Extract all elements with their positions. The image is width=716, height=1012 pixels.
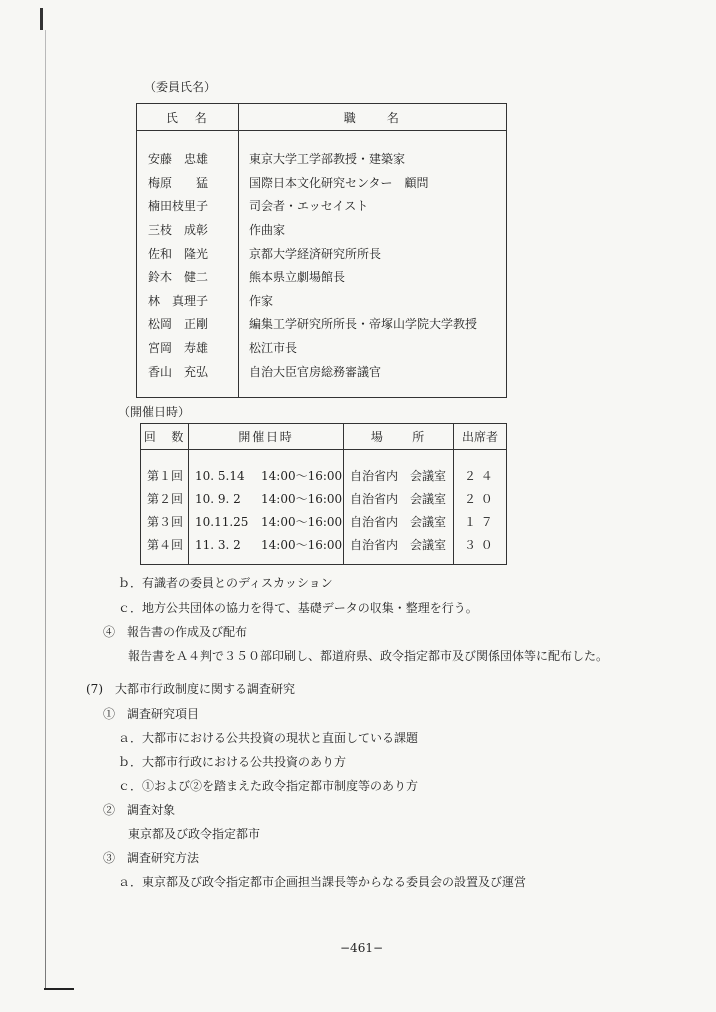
member-name: 松岡 正剛 <box>137 312 239 336</box>
schedule-time: 14:00～16:00 <box>261 492 343 506</box>
schedule-table <box>140 423 507 565</box>
item-c-designated-city-system: ｃ．①および②を踏まえた政令指定都市制度等のあり方 <box>118 779 419 793</box>
schedule-place: 自治省内 会議室 <box>344 533 454 565</box>
member-title: 東京大学工学部教授・建築家 <box>249 152 406 167</box>
member-row <box>137 131 507 171</box>
schedule-round: 第４回 <box>141 533 189 565</box>
schedule-date: 11. 3. 2 <box>195 538 241 552</box>
item-4-report-heading: ④ 報告書の作成及び配布 <box>103 625 248 639</box>
member-title: 国際日本文化研究センター 顧問 <box>249 175 429 190</box>
member-title: 自治大臣官房総務審議官 <box>249 364 382 379</box>
member-row <box>137 336 507 360</box>
schedule-date: 10.11.25 <box>195 515 249 529</box>
members-table <box>136 103 507 398</box>
page-edge-mark-top <box>40 8 43 30</box>
schedule-row <box>141 533 507 565</box>
member-title: 京都大学経済研究所所長 <box>249 246 382 261</box>
member-title: 作曲家 <box>249 223 286 238</box>
schedule-place: 自治省内 会議室 <box>344 487 454 510</box>
member-name: 鈴木 健二 <box>137 265 239 289</box>
member-row <box>137 265 507 289</box>
section-7-heading: (7) 大都市行政制度に関する調査研究 <box>86 682 295 696</box>
schedule-datetime <box>189 487 344 510</box>
member-row <box>137 289 507 313</box>
page-edge-line <box>45 30 46 990</box>
schedule-header-row <box>141 424 507 450</box>
schedule-caption: （開催日時） <box>118 405 191 419</box>
schedule-time: 14:00～16:00 <box>261 515 343 529</box>
member-name: 佐和 隆光 <box>137 241 239 265</box>
item-a-committee: ａ．東京都及び政令指定都市企画担当課長等からなる委員会の設置及び運営 <box>118 875 527 889</box>
schedule-row <box>141 450 507 488</box>
schedule-header-datetime: 開催日時 <box>189 424 344 450</box>
schedule-header-place: 場 所 <box>344 424 454 450</box>
member-name: 香山 充弘 <box>137 359 239 397</box>
schedule-place: 自治省内 会議室 <box>344 450 454 488</box>
page-edge-mark-bottom <box>44 988 74 990</box>
member-name: 宮岡 寿雄 <box>137 336 239 360</box>
member-row <box>137 194 507 218</box>
item-c-data-collection: ｃ．地方公共団体の協力を得て、基礎データの収集・整理を行う。 <box>118 601 478 615</box>
schedule-round: 第２回 <box>141 487 189 510</box>
report-distribution-text: 報告書をＡ４判で３５０部印刷し、都道府県、政令指定都市及び関係団体等に配布した。 <box>128 649 609 663</box>
member-name: 三枝 成彰 <box>137 218 239 242</box>
schedule-round: 第３回 <box>141 510 189 533</box>
item-1-heading: ① 調査研究項目 <box>103 707 200 721</box>
page-number: −461− <box>340 941 384 955</box>
members-caption: （委員氏名） <box>144 80 217 94</box>
item-3-heading: ③ 調査研究方法 <box>103 851 200 865</box>
item-b-discussion: ｂ．有識者の委員とのディスカッション <box>118 576 333 590</box>
schedule-attendees: １７ <box>464 515 498 529</box>
member-title: 熊本県立劇場館長 <box>249 270 346 285</box>
schedule-datetime <box>189 510 344 533</box>
member-name: 安藤 忠雄 <box>137 131 239 171</box>
member-title: 編集工学研究所所長・帝塚山学院大学教授 <box>249 317 478 332</box>
member-title: 作家 <box>249 293 274 308</box>
item-a-public-investment: ａ．大都市における公共投資の現状と直面している課題 <box>118 731 419 745</box>
schedule-attendees: ２０ <box>464 492 498 506</box>
schedule-date: 10. 5.14 <box>195 469 245 483</box>
schedule-place: 自治省内 会議室 <box>344 510 454 533</box>
schedule-datetime <box>189 450 344 488</box>
schedule-time: 14:00～16:00 <box>261 538 343 552</box>
schedule-row <box>141 487 507 510</box>
member-name: 楠田枝里子 <box>137 194 239 218</box>
item-2-heading: ② 調査対象 <box>103 803 176 817</box>
schedule-round: 第１回 <box>141 450 189 488</box>
schedule-datetime <box>189 533 344 565</box>
schedule-attendees: ３０ <box>464 538 498 552</box>
schedule-header-attendees: 出席者 <box>454 424 507 450</box>
schedule-time: 14:00～16:00 <box>261 469 343 483</box>
member-name: 梅原 猛 <box>137 171 239 195</box>
members-header-title: 職 名 <box>239 104 507 131</box>
member-row <box>137 312 507 336</box>
member-row <box>137 218 507 242</box>
schedule-row <box>141 510 507 533</box>
schedule-attendees: ２４ <box>464 469 498 483</box>
member-name: 林 真理子 <box>137 289 239 313</box>
member-row <box>137 359 507 397</box>
survey-target-text: 東京都及び政令指定都市 <box>128 827 261 841</box>
members-header-row <box>137 104 507 131</box>
members-header-name: 氏 名 <box>137 104 239 131</box>
member-row <box>137 241 507 265</box>
item-b-investment-policy: ｂ．大都市行政における公共投資のあり方 <box>118 755 347 769</box>
member-title: 松江市長 <box>249 341 298 356</box>
member-row <box>137 171 507 195</box>
schedule-date: 10. 9. 2 <box>195 492 241 506</box>
schedule-header-round: 回 数 <box>141 424 189 450</box>
member-title: 司会者・エッセイスト <box>249 199 369 214</box>
